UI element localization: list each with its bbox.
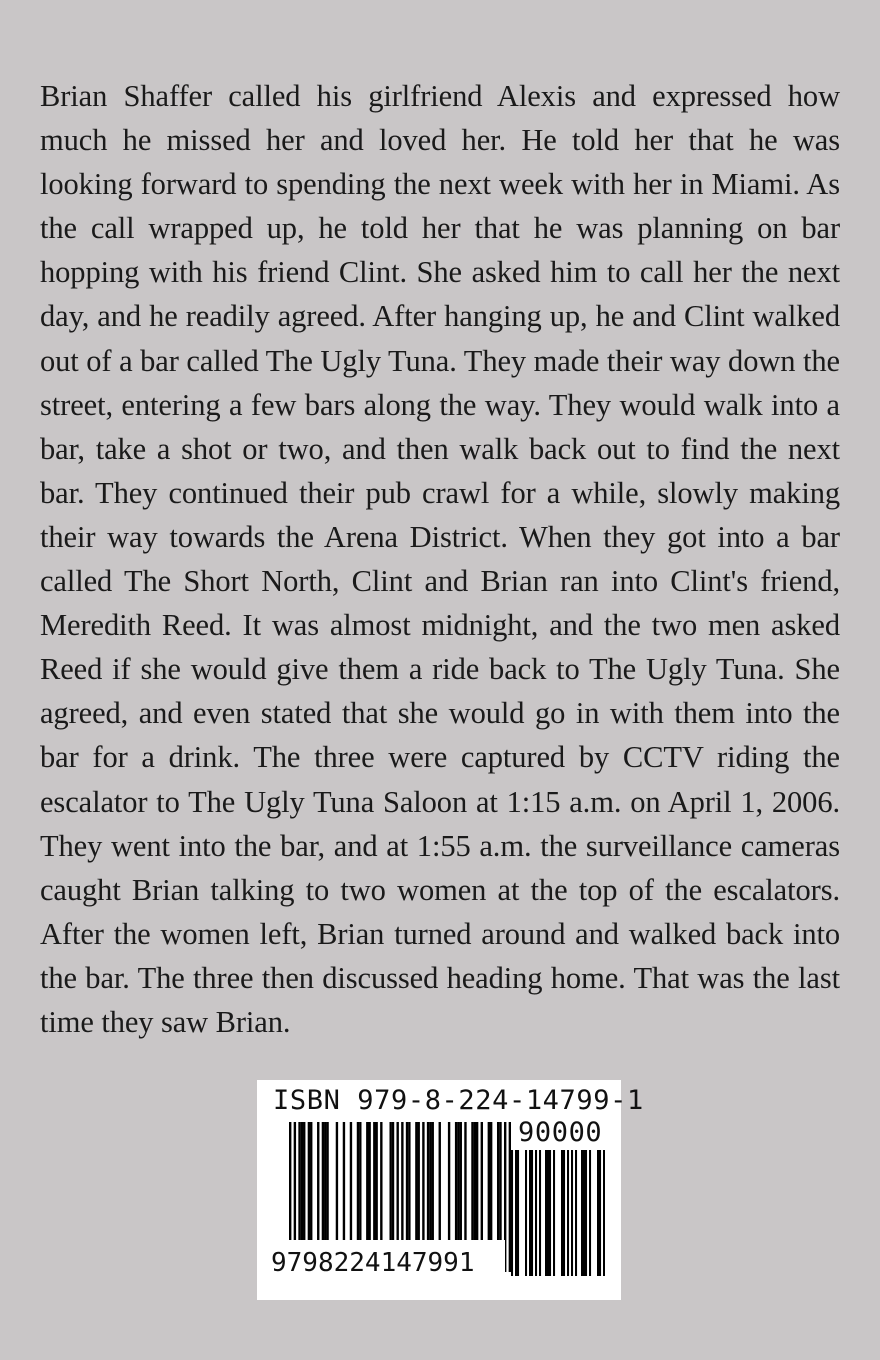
data-bar xyxy=(408,1122,410,1244)
data-bar xyxy=(464,1122,466,1244)
data-bar xyxy=(488,1122,490,1244)
price-code: 90000 xyxy=(518,1117,603,1148)
data-bar xyxy=(422,1122,424,1244)
data-bar xyxy=(457,1122,459,1244)
addon-bar xyxy=(571,1150,573,1276)
addon-bar xyxy=(585,1150,587,1276)
data-bar xyxy=(324,1122,326,1244)
data-bar xyxy=(490,1122,492,1244)
addon-bar xyxy=(603,1150,605,1276)
data-bar xyxy=(389,1122,391,1244)
addon-bar xyxy=(581,1150,583,1276)
data-bar xyxy=(380,1122,382,1244)
data-bar xyxy=(375,1122,377,1244)
data-bar xyxy=(406,1122,408,1244)
data-bar xyxy=(471,1122,473,1244)
data-bar xyxy=(455,1122,457,1244)
addon-bar xyxy=(589,1150,591,1276)
isbn-label: ISBN 979-8-224-14799-1 xyxy=(273,1085,644,1116)
addon-bar xyxy=(561,1150,563,1276)
data-bar xyxy=(373,1122,375,1244)
addon-bar xyxy=(511,1150,513,1276)
addon-bar xyxy=(553,1150,555,1276)
data-bar xyxy=(415,1122,417,1244)
data-bar xyxy=(460,1122,462,1244)
data-bar xyxy=(301,1122,303,1244)
data-bar xyxy=(308,1122,310,1244)
addon-bar xyxy=(545,1150,547,1276)
data-bar xyxy=(439,1122,441,1244)
data-bar xyxy=(322,1122,324,1244)
addon-bar xyxy=(547,1150,549,1276)
data-bar xyxy=(310,1122,312,1244)
addon-bar xyxy=(531,1150,533,1276)
addon-barcode-bars xyxy=(509,1150,605,1276)
data-bar xyxy=(429,1122,431,1244)
data-bar xyxy=(343,1122,345,1244)
back-cover-blurb: Brian Shaffer called his girlfriend Alexis and expressed how much he missed her and loved her. He told her that he was looking forward to spending the next week with her in Miami. As the call wrapped up, he told her that he was planning on bar hopping with his friend Clint. She asked him to call her the next day, and he readily agreed. After hanging up, he and Clint walked out of a bar called The Ugly Tuna. They made their way down the street, entering a few bars along the way. They would walk into a bar, take a shot or two, and then walk back out to find the next bar. They continued their pub crawl for a while, slowly making their way towards the Arena District. When they got into a bar called The Short North, Clint and Brian ran into Clint's friend, Meredith Reed. It was almost midnight, and the two men asked Reed if she would give them a ride back to The Ugly Tuna. She agreed, and even stated that she would go in with them into the bar for a drink. The three were captured by CCTV riding the escalator to The Ugly Tuna Saloon at 1:15 a.m. on April 1, 2006. They went into the bar, and at 1:55 a.m. the surveillance cameras caught Brian talking to two women at the top of the escalators. After the women left, Brian turned around and walked back into the bar. The three then discussed heading home. That was the last time they saw Brian. xyxy=(40,79,840,1039)
data-bar xyxy=(298,1122,300,1244)
addon-bar xyxy=(599,1150,601,1276)
data-bar xyxy=(326,1122,328,1244)
addon-bar xyxy=(567,1150,569,1276)
addon-bar xyxy=(535,1150,537,1276)
data-bar xyxy=(476,1122,478,1244)
addon-bar xyxy=(583,1150,585,1276)
addon-bar xyxy=(563,1150,565,1276)
addon-bar xyxy=(515,1150,517,1276)
data-bar xyxy=(432,1122,434,1244)
data-bar xyxy=(418,1122,420,1244)
data-bar xyxy=(481,1122,483,1244)
ean-digits: 9798224147991 xyxy=(271,1248,475,1278)
data-bar xyxy=(350,1122,352,1244)
data-bar xyxy=(357,1122,359,1244)
data-bar xyxy=(448,1122,450,1244)
data-bar xyxy=(303,1122,305,1244)
data-bar xyxy=(392,1122,394,1244)
data-bar xyxy=(366,1122,368,1244)
data-bar xyxy=(474,1122,476,1244)
isbn-barcode xyxy=(257,1080,644,1300)
data-bar xyxy=(497,1122,499,1244)
addon-bar xyxy=(529,1150,531,1276)
data-bar xyxy=(499,1122,501,1244)
addon-bar xyxy=(517,1150,519,1276)
data-bar xyxy=(336,1122,338,1244)
addon-bar xyxy=(539,1150,541,1276)
data-bar xyxy=(359,1122,361,1244)
data-bar xyxy=(317,1122,319,1244)
addon-bar xyxy=(549,1150,551,1276)
addon-bar xyxy=(575,1150,577,1276)
data-bar xyxy=(368,1122,370,1244)
addon-bar xyxy=(597,1150,599,1276)
data-bar xyxy=(427,1122,429,1244)
addon-bar xyxy=(525,1150,527,1276)
